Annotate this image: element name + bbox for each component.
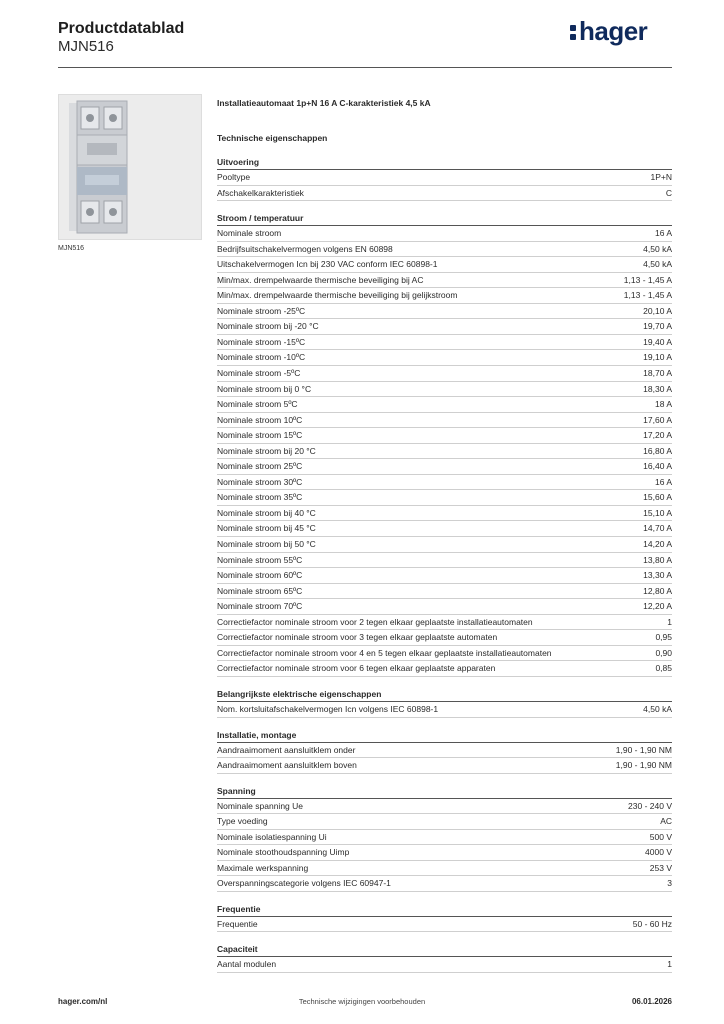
spec-value: 16,40 A	[643, 461, 672, 472]
spec-value: 19,70 A	[643, 321, 672, 332]
brand-logo	[570, 16, 647, 47]
spec-label: Frequentie	[217, 918, 258, 929]
spec-label: Nominale stroom 25ºC	[217, 461, 303, 472]
spec-value: 0,90	[655, 647, 672, 658]
spec-row	[217, 226, 672, 242]
spec-row	[217, 646, 672, 662]
spec-row	[217, 304, 672, 320]
spec-label: Nominale stroom -5ºC	[217, 368, 301, 379]
spec-label: Nominale stroom 35ºC	[217, 492, 303, 503]
spec-label: Aandraaimoment aansluitklem boven	[217, 760, 357, 771]
circuit-breaker-icon	[59, 95, 201, 239]
spec-row	[217, 743, 672, 759]
spec-label: Nominale isolatiespanning Ui	[217, 831, 327, 842]
spec-value: 1,13 - 1,45 A	[623, 274, 672, 285]
spec-value: 13,30 A	[643, 570, 672, 581]
spec-value: 19,10 A	[643, 352, 672, 363]
footer-url[interactable]: hager.com/nl	[58, 997, 108, 1006]
product-code: MJN516	[58, 38, 114, 55]
section-title: Belangrijkste elektrische eigenschappen	[217, 687, 672, 702]
spec-label: Correctiefactor nominale stroom voor 4 en 5 tegen elkaar geplaatste installatieautomaten	[217, 647, 552, 658]
spec-value: 1	[667, 616, 672, 627]
spec-content	[217, 96, 672, 973]
spec-label: Aandraaimoment aansluitklem onder	[217, 744, 356, 755]
spec-value: 16 A	[654, 476, 672, 487]
spec-row	[217, 599, 672, 615]
spec-label: Nominale spanning Ue	[217, 800, 303, 811]
spec-value: 16 A	[654, 228, 672, 239]
spec-row	[217, 957, 672, 973]
spec-label: Maximale werkspanning	[217, 862, 309, 873]
tech-heading: Technische eigenschappen	[217, 133, 328, 143]
spec-row	[217, 861, 672, 877]
spec-label: Nominale stoothoudspanning Uimp	[217, 847, 350, 858]
spec-label: Nominale stroom -25ºC	[217, 305, 306, 316]
spec-row	[217, 382, 672, 398]
section-title: Frequentie	[217, 902, 672, 917]
spec-value: 1,90 - 1,90 NM	[615, 744, 672, 755]
spec-row	[217, 273, 672, 289]
spec-label: Nominale stroom bij 0 °C	[217, 383, 312, 394]
spec-value: 18 A	[654, 399, 672, 410]
footer-note: Technische wijzigingen voorbehouden	[298, 997, 426, 1006]
section-title: Capaciteit	[217, 942, 672, 957]
spec-row	[217, 584, 672, 600]
spec-value: 12,20 A	[643, 601, 672, 612]
spec-label: Nominale stroom 30ºC	[217, 476, 303, 487]
spec-label: Nominale stroom 55ºC	[217, 554, 303, 565]
spec-row	[217, 758, 672, 774]
page-title: Productdatablad	[58, 20, 185, 37]
spec-value: 13,80 A	[643, 554, 672, 565]
spec-row	[217, 830, 672, 846]
spec-row	[217, 845, 672, 861]
spec-label: Nominale stroom	[217, 228, 282, 239]
spec-label: Nominale stroom bij 20 °C	[217, 445, 316, 456]
spec-row	[217, 917, 672, 933]
spec-value: 16,80 A	[643, 445, 672, 456]
spec-value: 14,20 A	[643, 539, 672, 550]
spec-value: 500 V	[649, 831, 672, 842]
spec-value: 1,90 - 1,90 NM	[615, 760, 672, 771]
spec-row	[217, 814, 672, 830]
spec-value: 1P+N	[650, 172, 672, 182]
header-divider	[58, 67, 672, 68]
spec-label: Pooltype	[217, 172, 251, 182]
spec-row	[217, 288, 672, 304]
spec-label: Afschakelkarakteristiek	[217, 187, 304, 198]
spec-row	[217, 521, 672, 537]
spec-row	[217, 242, 672, 258]
section-title: Spanning	[217, 784, 672, 799]
spec-label: Nominale stroom 10ºC	[217, 414, 303, 425]
spec-label: Overspanningscategorie volgens IEC 60947-1	[217, 878, 391, 889]
spec-value: C	[665, 187, 672, 198]
spec-row	[217, 350, 672, 366]
spec-label: Nominale stroom bij 50 °C	[217, 539, 316, 550]
spec-label: Nom. kortsluitafschakelvermogen Icn volgens IEC 60898-1	[217, 703, 439, 714]
spec-row	[217, 568, 672, 584]
spec-value: 1,13 - 1,45 A	[623, 290, 672, 301]
spec-row	[217, 537, 672, 553]
spec-row	[217, 428, 672, 444]
spec-row	[217, 630, 672, 646]
spec-label: Nominale stroom 65ºC	[217, 585, 303, 596]
spec-label: Nominale stroom -10ºC	[217, 352, 306, 363]
spec-value: 15,10 A	[643, 507, 672, 518]
spec-value: 18,30 A	[643, 383, 672, 394]
spec-label: Correctiefactor nominale stroom voor 2 tegen elkaar geplaatste installatieautomaten	[217, 616, 533, 627]
spec-value: 0,85	[655, 663, 672, 674]
spec-row	[217, 490, 672, 506]
spec-sections	[217, 155, 672, 973]
spec-row	[217, 661, 672, 677]
logo-dots-icon	[570, 23, 576, 41]
spec-row	[217, 319, 672, 335]
spec-row	[217, 257, 672, 273]
spec-value: 4,50 kA	[643, 259, 672, 270]
spec-value: 4,50 kA	[643, 243, 672, 254]
spec-row	[217, 186, 672, 202]
spec-value: 3	[667, 878, 672, 889]
spec-value: 17,20 A	[643, 430, 672, 441]
spec-value: 0,95	[655, 632, 672, 643]
spec-row	[217, 799, 672, 815]
section-title: Stroom / temperatuur	[217, 211, 672, 226]
spec-value: 20,10 A	[643, 305, 672, 316]
spec-value: AC	[660, 816, 672, 827]
spec-value: 253 V	[649, 862, 672, 873]
spec-row	[217, 475, 672, 491]
section-title: Installatie, montage	[217, 728, 672, 743]
image-caption: MJN516	[58, 245, 85, 252]
logo-text: hager	[579, 16, 648, 46]
spec-label: Uitschakelvermogen Icn bij 230 VAC conform IEC 60898-1	[217, 259, 438, 270]
product-image	[58, 94, 202, 240]
spec-row	[217, 615, 672, 631]
spec-row	[217, 459, 672, 475]
spec-value: 18,70 A	[643, 368, 672, 379]
spec-row	[217, 702, 672, 718]
spec-value: 12,80 A	[643, 585, 672, 596]
spec-label: Correctiefactor nominale stroom voor 3 tegen elkaar geplaatste automaten	[217, 632, 498, 643]
spec-label: Nominale stroom bij 45 °C	[217, 523, 316, 534]
spec-row	[217, 553, 672, 569]
spec-label: Nominale stroom bij -20 °C	[217, 321, 319, 332]
spec-label: Nominale stroom 60ºC	[217, 570, 303, 581]
spec-row	[217, 397, 672, 413]
footer-date: 06.01.2026	[631, 997, 672, 1006]
spec-value: 4000 V	[645, 847, 672, 858]
spec-value: 17,60 A	[643, 414, 672, 425]
spec-value: 50 - 60 Hz	[632, 918, 672, 929]
spec-row	[217, 170, 672, 186]
spec-row	[217, 366, 672, 382]
spec-label: Nominale stroom -15ºC	[217, 336, 306, 347]
spec-value: 230 - 240 V	[628, 800, 672, 811]
spec-row	[217, 444, 672, 460]
spec-value: 15,60 A	[643, 492, 672, 503]
spec-value: 1	[667, 959, 672, 970]
spec-label: Bedrijfsuitschakelvermogen volgens EN 60898	[217, 243, 393, 254]
spec-value: 19,40 A	[643, 336, 672, 347]
spec-row	[217, 335, 672, 351]
spec-label: Type voeding	[217, 816, 268, 827]
spec-label: Nominale stroom 5ºC	[217, 399, 298, 410]
spec-label: Min/max. drempelwaarde thermische beveiliging bij gelijkstroom	[217, 290, 458, 301]
spec-label: Nominale stroom 15ºC	[217, 430, 303, 441]
spec-row	[217, 506, 672, 522]
spec-label: Aantal modulen	[217, 959, 277, 970]
section-title: Uitvoering	[217, 155, 672, 170]
product-description: Installatieautomaat 1p+N 16 A C-karakteristiek 4,5 kA	[217, 98, 431, 108]
spec-value: 4,50 kA	[643, 703, 672, 714]
spec-row	[217, 413, 672, 429]
spec-row	[217, 876, 672, 892]
spec-label: Min/max. drempelwaarde thermische beveiliging bij AC	[217, 274, 424, 285]
spec-value: 14,70 A	[643, 523, 672, 534]
spec-label: Nominale stroom 70ºC	[217, 601, 303, 612]
spec-label: Nominale stroom bij 40 °C	[217, 507, 316, 518]
spec-label: Correctiefactor nominale stroom voor 6 tegen elkaar geplaatste apparaten	[217, 663, 496, 674]
